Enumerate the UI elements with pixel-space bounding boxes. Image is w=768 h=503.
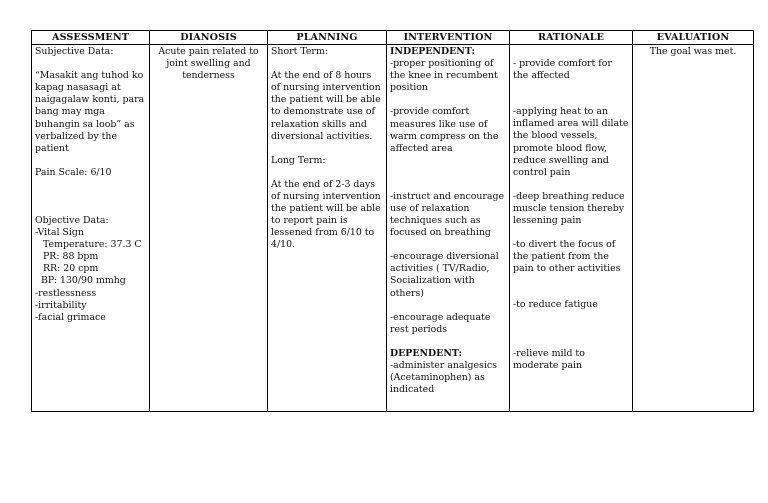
intervention-relaxation: -instruct and encourage use of relaxation techniques such as focused on breathing [390,190,505,239]
dependent-label: DEPENDENT: [390,347,462,359]
content-row [32,45,754,412]
evaluation-text: The goal was met. [649,46,737,58]
intervention-diversional: -encourage diversional activities ( TV/Radio, Socialization with others) [390,251,499,299]
assessment-cell [32,45,150,412]
header-rationale: RATIONALE [510,31,633,45]
evaluation-cell [633,45,754,412]
header-planning: PLANNING [268,31,387,45]
independent-label: INDEPENDENT: [390,46,475,58]
header-intervention: INTERVENTION [387,31,510,45]
header-assessment: ASSESSMENT [32,31,150,45]
diagnosis-text: Acute pain related to joint swelling and tenderness [158,46,259,82]
rationale-divert: -to divert the focus of the patient from the pain to other activities [513,239,621,275]
rationale-heat: -applying heat to an inflamed area will dilate the blood vessels, promote blood flow, reduce swelling and control pain [513,106,629,178]
long-term-label: Long Term: [271,154,326,166]
cue-irritability: -irritability [35,299,87,311]
patient-quote: “Masakit ang tuhod ko kapag nasasagi at naigagalaw konti, para bang may mga buhangin sa loob” as verbalized by the patient [35,70,145,154]
rationale-cell [510,45,633,412]
rationale-breathing: -deep breathing reduce muscle tension thereby lessening pain [513,190,625,227]
header-evaluation: EVALUATION [633,31,754,45]
rationale-analgesic: -relieve mild to moderate pain [513,347,585,371]
intervention-comfort: -provide comfort measures like use of warm compress on the affected area [390,106,499,154]
respiratory-rate: RR: 20 cpm [43,263,99,275]
blood-pressure: BP: 130/90 mmhg [41,275,126,287]
header-row [32,31,754,45]
temperature: Temperature: 37.3 C [43,239,142,251]
intervention-rest: -encourage adequate rest periods [390,311,491,335]
long-term-goal: At the end of 2-3 days of nursing intervention the patient will be able to report pain is lessened from 6/10 to 4/10. [271,178,381,251]
pain-scale: Pain Scale: 6/10 [35,166,112,178]
rationale-fatigue: -to reduce fatigue [513,299,598,311]
short-term-label: Short Term: [271,46,328,58]
rationale-comfort: - provide comfort for the affected [513,58,612,82]
short-term-goal: At the end of 8 hours of nursing intervention the patient will be able to demonstrate use of relaxation skills and diversional activities. [271,70,381,142]
pulse-rate: PR: 88 bpm [43,251,99,263]
nursing-care-plan-table [31,30,754,412]
objective-label: Objective Data: [35,214,109,226]
cue-facial-grimace: -facial grimace [35,311,106,323]
intervention-positioning: -proper positioning of the knee in recumbent position [390,58,498,94]
planning-cell [268,45,387,412]
subjective-label: Subjective Data: [35,46,114,58]
diagnosis-cell [150,45,268,412]
cue-restlessness: -restlessness [35,287,97,299]
header-diagnosis: DIANOSIS [150,31,268,45]
vital-sign-label: -Vital Sign [35,227,84,239]
intervention-cell [387,45,510,412]
intervention-analgesics: -administer analgesics (Acetaminophen) as indicated [390,359,497,396]
